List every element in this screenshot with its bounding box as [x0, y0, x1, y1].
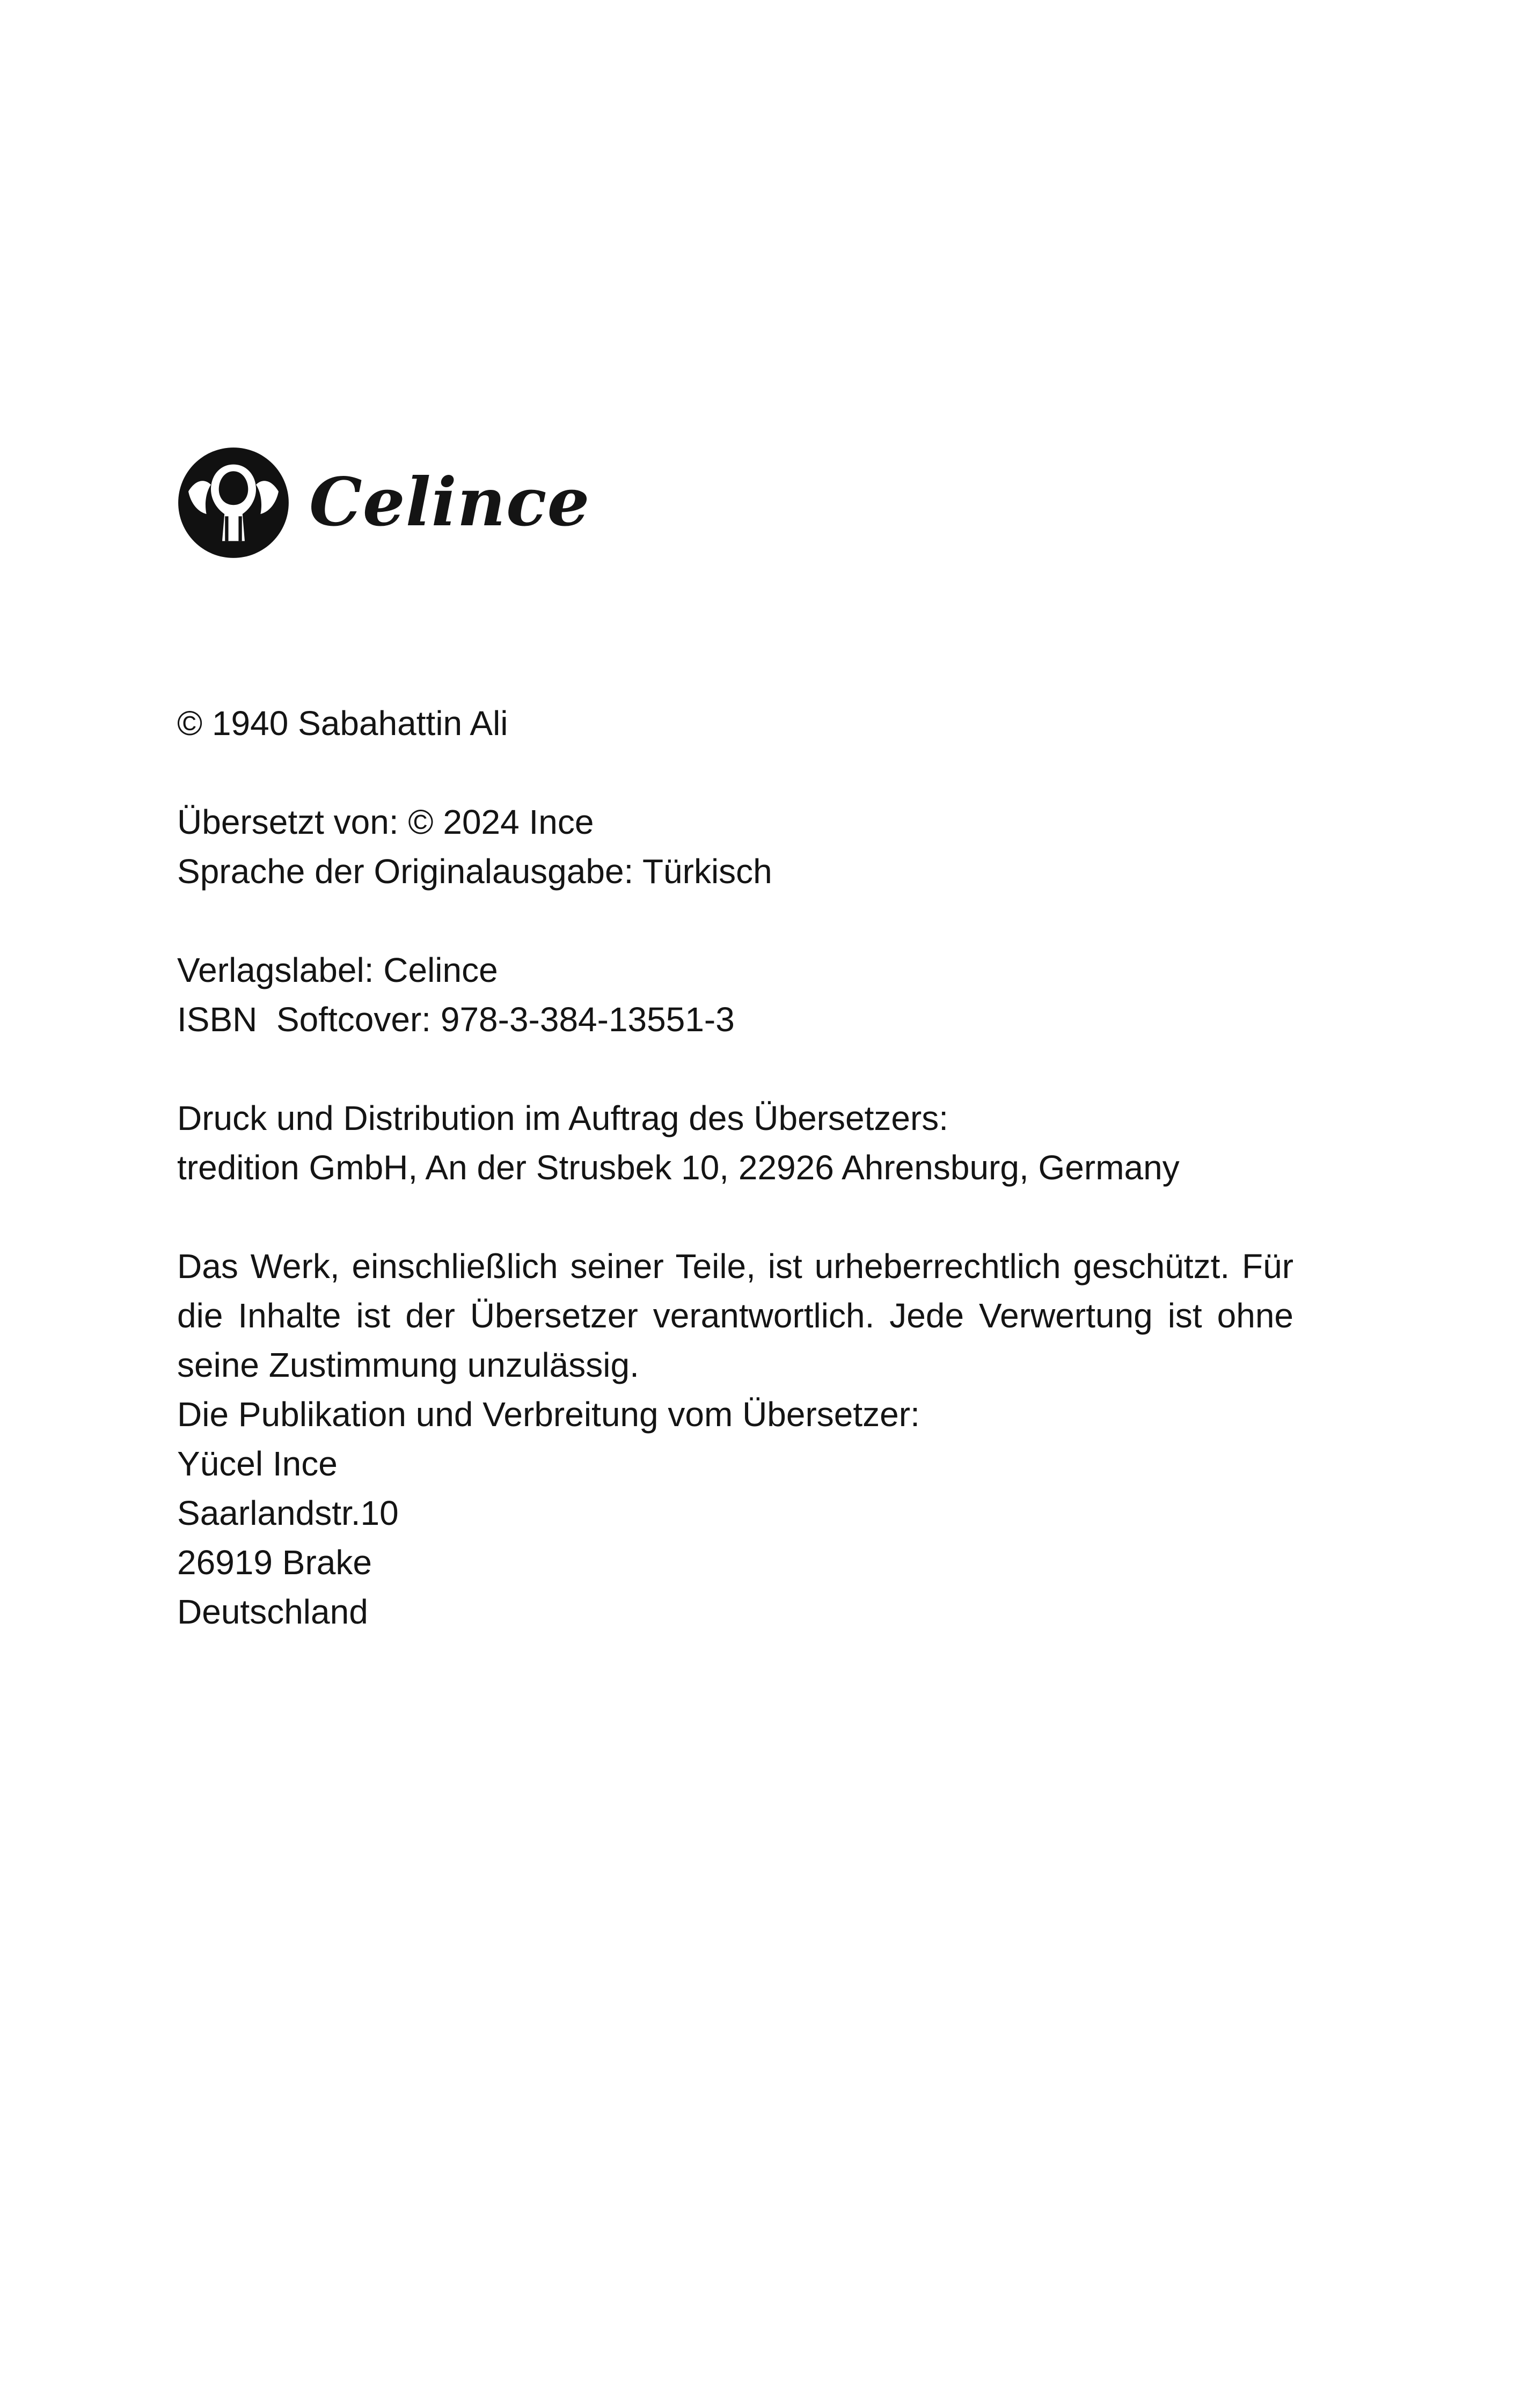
translator-name: Yücel Ince: [177, 1444, 338, 1483]
spacer: [177, 896, 1293, 945]
translator-credit: Übersetzt von: © 2024 Ince: [177, 803, 594, 841]
imprint-text: [177, 699, 1293, 1636]
publisher-label: Verlagslabel: Celince: [177, 951, 498, 989]
translator-country: Deutschland: [177, 1592, 368, 1631]
original-language: Sprache der Originalausgabe: Türkisch: [177, 852, 772, 891]
spacer: [177, 1192, 1293, 1242]
publication-line: Die Publikation und Verbreitung vom Übersetzer:: [177, 1395, 920, 1434]
celince-emblem-icon: [177, 446, 290, 559]
original-copyright: © 1940 Sabahattin Ali: [177, 704, 508, 743]
spacer: [177, 748, 1293, 797]
isbn-softcover: ISBN Softcover: 978-3-384-13551-3: [177, 1000, 735, 1039]
spacer: [177, 1044, 1293, 1093]
print-distribution-address: tredition GmbH, An der Strusbek 10, 22926 Ahrensburg, Germany: [177, 1148, 1180, 1187]
copyright-notice: Das Werk, einschließlich seiner Teile, ist urheberrechtlich geschützt. Für die Inhalte ist der Übersetzer verantwortlich. Jede Verwertung ist ohne seine Zustimmung unzulässig.: [177, 1247, 1293, 1384]
publisher-logo: [177, 446, 590, 559]
print-distribution-heading: Druck und Distribution im Auftrag des Übersetzers:: [177, 1099, 949, 1137]
logo-wordmark: Celince: [309, 464, 590, 541]
translator-city: 26919 Brake: [177, 1543, 372, 1582]
translator-street: Saarlandstr.10: [177, 1494, 399, 1532]
